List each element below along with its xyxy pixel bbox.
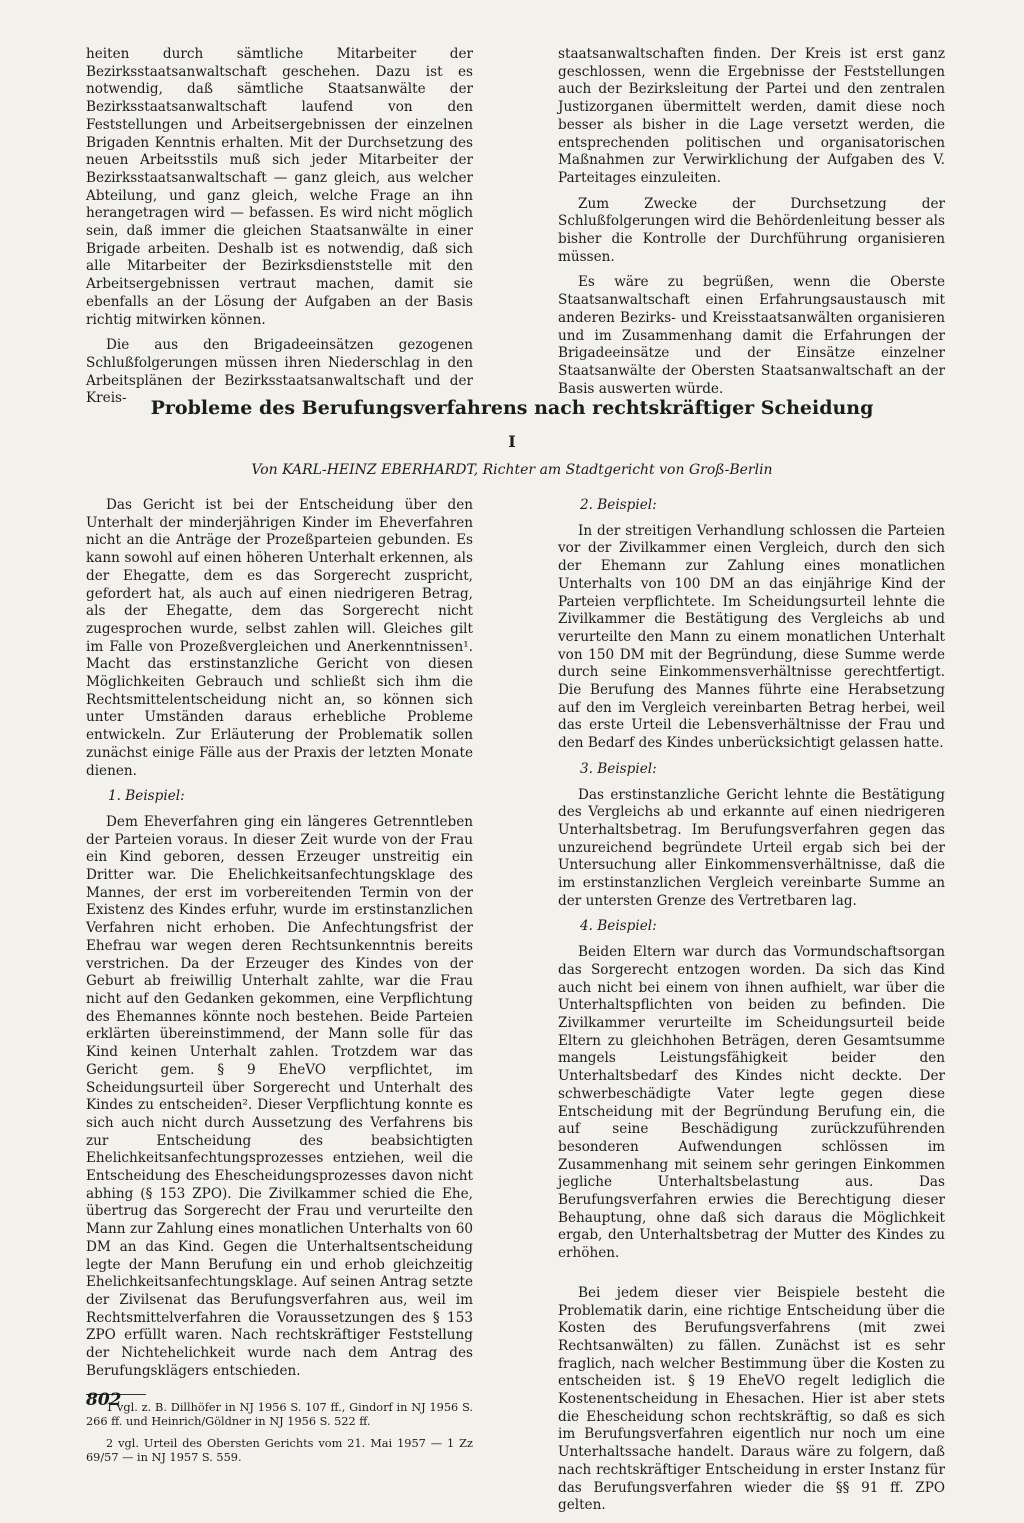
intro-paragraph: Das Gericht ist bei der Entscheidung über den Unterhalt der minderjährigen Kinder im Eheverfahren nicht an die Anträge der Prozeßparteien gebunden. Es kann sowohl auf einen höheren Unterhalt erkennen, als der Ehegatte, dem es das Sorgerecht zuspricht, gefordert hat, als auch auf einen niedrigeren Betrag, als der Ehegatte, dem das Sorgerecht nicht zugesprochen wurde, selbst zahlen will. Gleiches gilt im Falle von Prozeßvergleichen und Anerkenntnissen¹. Macht das erstinstanzliche Gericht von diesen Möglichkeiten Gebrauch und schließt sich ihm die Rechtsmittelentscheidung nicht an, so können sich unter Umständen daraus erhebliche Probleme entwickeln. Zur Erläuterung der Problematik sollen zunächst einige Fälle aus der Praxis der letzten Monate dienen. bbox=[86, 497, 473, 779]
paragraph: staatsanwaltschaften finden. Der Kreis ist erst ganz geschlossen, wenn die Ergebnisse der Feststellungen auch der Bezirksleitung der Partei und den zentralen Justizorganen übermittelt werden, damit diese noch besser als bisher in die Lage versetzt werden, die entsprechenden politischen und organisatorischen Maßnahmen zur Verwirklichung der Aufgaben des V. Parteitages einzuleiten. bbox=[558, 46, 945, 186]
footnote-2: 2 vgl. Urteil des Obersten Gerichts vom 21. Mai 1957 — 1 Zz 69/57 — in NJ 1957 S. 559. bbox=[86, 1437, 473, 1465]
closing-paragraph: Bei jedem dieser vier Beispiele besteht die Problematik darin, eine richtige Entscheidung über die Kosten des Berufungsverfahrens (mit zwei Rechtsanwälten) zu fällen. Zunächst ist es sehr fraglich, nach welcher Bestimmung über die Kosten zu entscheiden ist. § 19 EheVO regelt lediglich die Kostenentscheidung in Ehesachen. Hier ist aber stets die Ehescheidung schon rechtskräftig, so daß es sich im Berufungsverfahren eigentlich nur noch um eine Unterhaltssache handelt. Daraus wäre zu folgern, daß nach rechtskräftiger Entscheidung in erster Instanz für das Berufungsverfahren wieder die §§ 91 ff. ZPO gelten. bbox=[558, 1284, 945, 1514]
footnote-1: 1 vgl. z. B. Dillhöfer in NJ 1956 S. 107 ff., Gindorf in NJ 1956 S. 266 ff. und Heinrich/Göldner in NJ 1956 S. 522 ff. bbox=[86, 1401, 473, 1429]
article-title: Probleme des Berufungsverfahrens nach rechtskräftiger Scheidung bbox=[150, 397, 874, 419]
paragraph: Es wäre zu begrüßen, wenn die Oberste Staatsanwaltschaft einen Erfahrungsaustausch mit anderen Bezirks- und Kreisstaatsanwälten organisieren und im Zusammenhang damit die Erfahrungen der Brigadeeinsätze und der Einsätze einzelner Staatsanwälte der Obersten Staatsanwaltschaft an der Basis auswerten würde. bbox=[558, 274, 945, 397]
article-right-column bbox=[558, 497, 945, 1523]
page-number: 802 bbox=[86, 1390, 122, 1410]
example-2-heading: 2. Beispiel: bbox=[580, 497, 657, 513]
top-right-column bbox=[558, 46, 945, 406]
article-byline: Von KARL-HEINZ EBERHARDT, Richter am Stadtgericht von Groß-Berlin bbox=[251, 462, 773, 478]
paragraph: Zum Zwecke der Durchsetzung der Schlußfolgerungen wird die Behördenleitung besser als bisher die Kontrolle der Durchführung organisieren müssen. bbox=[558, 195, 945, 265]
example-3-heading: 3. Beispiel: bbox=[580, 760, 657, 777]
paragraph: Die aus den Brigadeeinsätzen gezogenen Schlußfolgerungen müssen ihren Niederschlag in den Arbeitsplänen der Bezirksstaatsanwaltschaft und der Kreis- bbox=[86, 337, 473, 407]
article-left-column bbox=[86, 497, 473, 1473]
example-4-heading: 4. Beispiel: bbox=[580, 918, 657, 935]
article-part-number: I bbox=[508, 432, 516, 451]
paragraph: heiten durch sämtliche Mitarbeiter der Bezirksstaatsanwaltschaft geschehen. Dazu ist es notwendig, daß sämtliche Staatsanwälte der Bezirksstaatsanwaltschaft laufend von den Feststellungen und Arbeitsergebnissen der einzelnen Brigaden Kenntnis erhalten. Mit der Durchsetzung des neuen Arbeitsstils muß sich jeder Mitarbeiter der Bezirksstaatsanwaltschaft — ganz gleich, aus welcher Abteilung, und ganz gleich, welche Frage an ihn herangetragen wird — befassen. Es wird nicht möglich sein, daß immer die gleichen Staatsanwälte in einer Brigade arbeiten. Deshalb ist es notwendig, daß sich alle Mitarbeiter der Bezirksdienststelle mit den Arbeitsergebnissen vertraut machen, damit sie ebenfalls an der Lösung der Aufgaben an der Basis richtig mitwirken können. bbox=[86, 46, 473, 328]
example-4-text: Beiden Eltern war durch das Vormundschaftsorgan das Sorgerecht entzogen worden. Da sich das Kind auch nicht bei einem von ihnen aufhielt, war über die Unterhaltspflichten von beiden zu befinden. Die Zivilkammer verurteilte im Scheidungsurteil beide Eltern zu gleichhohen Beträgen, deren Gesamtsumme mangels Leistungsfähigkeit beider den Unterhaltsbedarf des Kindes nicht deckte. Der schwerbeschädigte Vater legte gegen diese Entscheidung mit der Begründung Berufung ein, die auf seine Beschädigung zurückzuführenden besonderen Aufwendungen schlössen im Zusammenhang mit seinem sehr geringen Einkommen jegliche Unterhaltsbelastung aus. Das Berufungsverfahren erwies die Berechtigung dieser Behauptung, ohne daß sich daraus die Möglichkeit ergab, den Unterhaltsbetrag der Mutter des Kindes zu erhöhen. bbox=[558, 944, 945, 1262]
example-1-text: Dem Eheverfahren ging ein längeres Getrenntleben der Parteien voraus. In dieser Zeit wurde von der Frau ein Kind geboren, dessen Erzeuger unstreitig ein Dritter war. Die Ehelichkeitsanfechtungsklage des Mannes, der erst im vorbereitenden Termin von der Existenz des Kindes erfuhr, wurde im erstinstanzlichen Verfahren nicht erhoben. Die Anfechtungsfrist der Ehefrau war wegen deren Rechtsunkenntnis bereits verstrichen. Da der Erzeuger des Kindes von der Geburt ab freiwillig Unterhalt zahlte, war die Frau nicht auf den Gedanken gekommen, eine Verpflichtung des Ehemannes könnte noch bestehen. Beide Parteien erklärten übereinstimmend, der Mann solle für das Kind keinen Unterhalt zahlen. Trotzdem war das Gericht gem. § 9 EheVO verpflichtet, im Scheidungsurteil über Sorgerecht und Unterhalt des Kindes zu entscheiden². Dieser Verpflichtung konnte es sich auch nicht durch Aussetzung des Verfahrens bis zur Entscheidung des beabsichtigten Ehelichkeitsanfechtungsprozesses entziehen, weil die Entscheidung des Ehescheidungsprozesses davon nicht abhing (§ 153 ZPO). Die Zivilkammer schied die Ehe, übertrug das Sorgerecht der Frau und verurteilte den Mann zur Zahlung eines monatlichen Unterhalts von 60 DM an das Kind. Gegen die Unterhaltsentscheidung legte der Mann Berufung ein und erhob gleichzeitig Ehelichkeitsanfechtungsklage. Auf seinen Antrag setzte der Zivilsenat das Berufungsverfahren aus, weil im Rechtsmittelverfahren die Voraussetzungen des § 153 ZPO erfüllt waren. Nach rechtskräftiger Feststellung der Nichtehelichkeit wurde nach dem Antrag des Berufungsklägers entschieden. bbox=[86, 813, 473, 1379]
example-3-text: Das erstinstanzliche Gericht lehnte die Bestätigung des Vergleichs ab und erkannte auf einen niedrigeren Unterhaltsbetrag. Im Berufungsverfahren gegen das unzureichend begründete Urteil ergab sich bei der Untersuchung aller Einkommensverhältnisse, daß die im erstinstanzlichen Vergleich vereinbarte Summe an der untersten Grenze des Vertretbaren lag. bbox=[558, 786, 945, 909]
example-1-heading: 1. Beispiel: bbox=[108, 788, 185, 805]
top-left-column bbox=[86, 46, 473, 416]
example-2-text: In der streitigen Verhandlung schlossen die Parteien vor der Zivilkammer einen Vergleich, durch den sich der Ehemann zur Zahlung eines monatlichen Unterhalts von 100 DM an das einjährige Kind der Parteien verpflichtete. Im Scheidungsurteil lehnte die Zivilkammer die Bestätigung des Vergleichs ab und verurteilte den Mann zu einem monatlichen Unterhalt von 150 DM mit der Begründung, diese Summe werde durch seine Einkommensverhältnisse gerechtfertigt. Die Berufung des Mannes führte eine Herabsetzung auf den im Vergleich vereinbarten Betrag herbei, weil das erste Urteil die Lebensverhältnisse der Frau und den Bedarf des Kindes unberücksichtigt gelassen hatte. bbox=[558, 522, 945, 752]
